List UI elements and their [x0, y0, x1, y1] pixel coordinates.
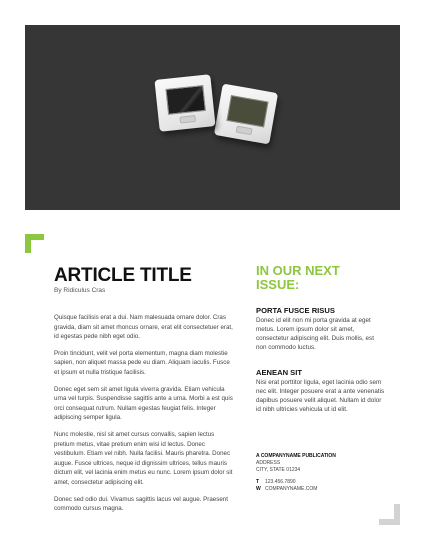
article-paragraph: Donec eget sem sit amet ligula viverra gravida. Etiam vehicula urna vel turpis. Suspendisse sagittis ante a urna. Morbi a est quis orci consequat rutrum. Nullam egestas feugiat felis. Integer adipiscing semper ligula.	[54, 385, 233, 422]
article-paragraph: Quisque facilisis erat a dui. Nam malesuada ornare dolor. Cras gravida, diam sit amet rhoncus ornare, erat elit consectetuer erat, id egestas pede nibh eget odio.	[54, 314, 233, 341]
photo-slide-icon	[154, 74, 215, 132]
sidebar-title: IN OUR NEXT ISSUE:	[256, 263, 340, 292]
sidebar-heading: AENEAN SIT	[256, 368, 302, 377]
green-corner-accent	[25, 234, 44, 253]
address-line: ADDRESS	[256, 460, 281, 466]
slide-window	[227, 95, 269, 127]
article-paragraph: Nunc molestie, nisl sit amet cursus convallis, sapien lectus pretium metus, vitae pretium enim wisi id lectus. Donec vestibulum. Etiam vel nibh. Nulla facilisi. Mauris pharetra. Donec augue. Fusce ultrices, neque id dignissim ultrices, tellus mauris dictum elit, vel lacinia enim metus eu nunc. Lorem ipsum dolor sit amet, consectetur adipiscing elit.	[54, 430, 233, 486]
next-issue-sidebar	[256, 264, 386, 414]
article-body	[54, 313, 234, 514]
web-address[interactable]: COMPANYNAME.COM	[265, 486, 318, 492]
slide-window	[165, 85, 206, 115]
web-label: W	[256, 486, 261, 492]
contact-block	[256, 453, 396, 493]
sidebar-text: Nisi erat porttitor ligula, eget lacinia odio sem nec elit. Integer posuere erat a ante venenatis dapibus posuere velit aliquet. Nullam id dolor id nibh ultricies vehicula ut id elit.	[256, 379, 385, 413]
city-line: CITY, STATE 01234	[256, 467, 301, 473]
article-title: ARTICLE TITLE	[54, 265, 192, 286]
sidebar-text: Donec id elit non mi porta gravida at eget metus. Lorem ipsum dolor sit amet, consectetur adipiscing elit. Duis mollis, est non commodo luctus.	[256, 317, 374, 351]
grey-corner-accent	[379, 504, 400, 525]
slide-tab	[236, 126, 253, 136]
article-byline: By Ridiculus Cras	[54, 287, 106, 294]
phone-label: T	[256, 479, 260, 485]
phone-number: 123.456.7890	[265, 479, 296, 485]
article-paragraph: Donec sed odio dui. Vivamus sagittis lacus vel augue. Praesent commodo cursus magna.	[54, 495, 228, 513]
slide-tab	[179, 115, 196, 124]
hero-image	[25, 25, 400, 210]
phone-line	[256, 479, 396, 486]
web-line	[256, 486, 396, 493]
photo-slide-icon	[214, 84, 278, 145]
article	[54, 266, 234, 521]
sidebar-heading: PORTA FUSCE RISUS	[256, 306, 335, 315]
article-paragraph: Proin tincidunt, velit vel porta elementum, magna diam molestie sapien, non aliquet massa pede eu diam. Aliquam iaculis. Fusce et ipsum et nulla tristique facilisis.	[54, 349, 230, 376]
company-name: A COMPANYNAME PUBLICATION	[256, 453, 336, 459]
